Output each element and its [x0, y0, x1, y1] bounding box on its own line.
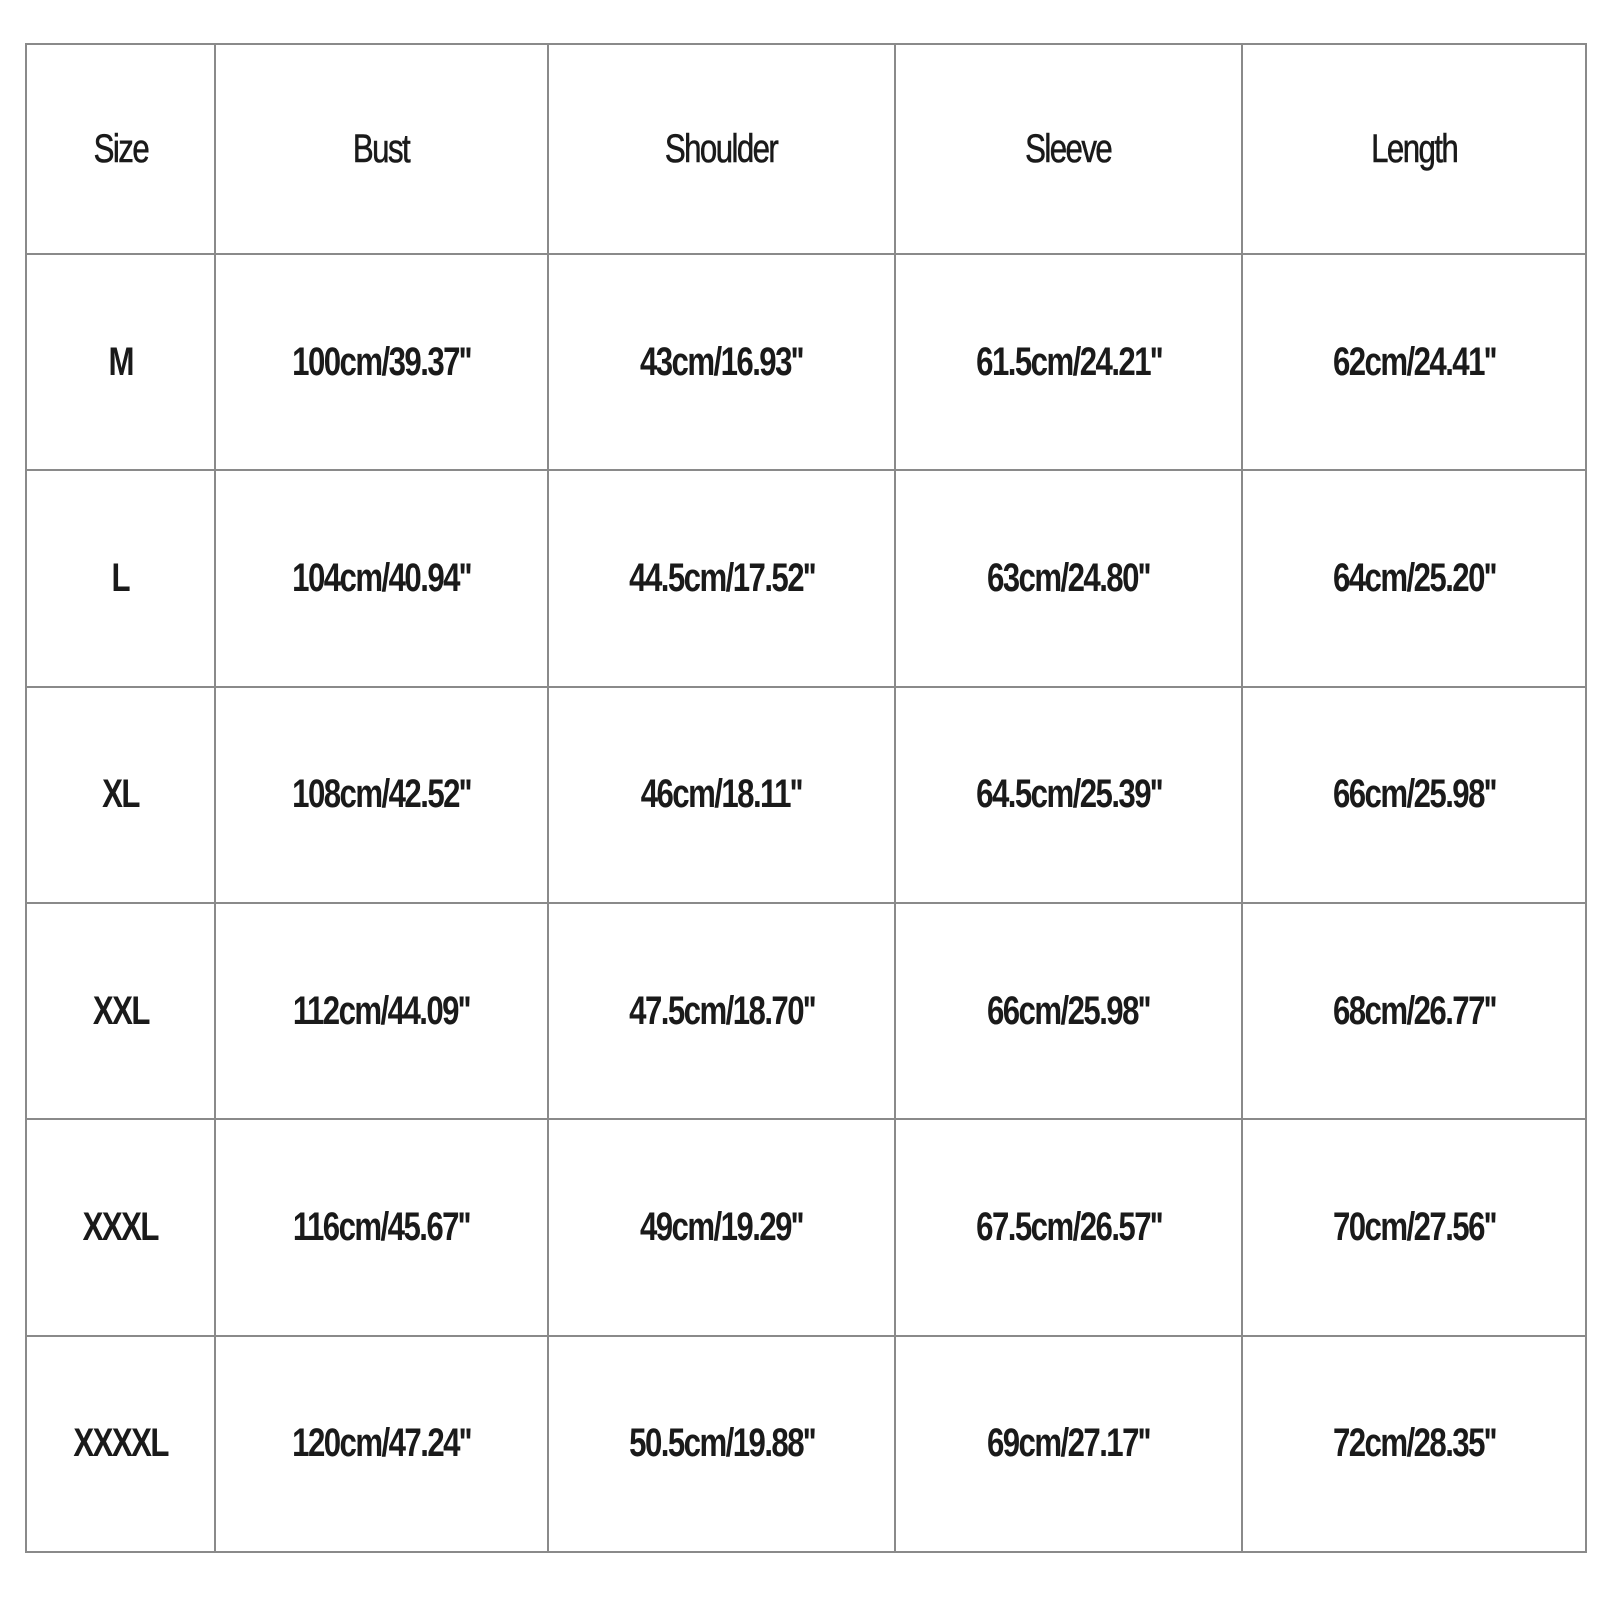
sleeve-cell: 61.5cm/24.21'' [895, 254, 1242, 470]
bust-cell: 112cm/44.09'' [215, 903, 548, 1119]
sleeve-cell: 64.5cm/25.39'' [895, 687, 1242, 903]
length-cell: 62cm/24.41'' [1242, 254, 1586, 470]
size-cell: M [26, 254, 215, 470]
table-row [26, 254, 1586, 470]
shoulder-cell: 47.5cm/18.70'' [548, 903, 895, 1119]
length-cell: 72cm/28.35'' [1242, 1336, 1586, 1552]
shoulder-cell: 50.5cm/19.88'' [548, 1336, 895, 1552]
length-cell: 64cm/25.20'' [1242, 470, 1586, 686]
bust-cell: 120cm/47.24'' [215, 1336, 548, 1552]
table-row [26, 1119, 1586, 1335]
size-cell: XXXL [26, 1119, 215, 1335]
table-row [26, 1336, 1586, 1552]
sleeve-cell: 67.5cm/26.57'' [895, 1119, 1242, 1335]
length-cell: 68cm/26.77'' [1242, 903, 1586, 1119]
header-bust: Bust [215, 44, 548, 254]
length-cell: 66cm/25.98'' [1242, 687, 1586, 903]
shoulder-cell: 44.5cm/17.52'' [548, 470, 895, 686]
header-shoulder: Shoulder [548, 44, 895, 254]
bust-cell: 108cm/42.52'' [215, 687, 548, 903]
header-row [26, 44, 1586, 254]
size-cell: XXXXL [26, 1336, 215, 1552]
sleeve-cell: 63cm/24.80'' [895, 470, 1242, 686]
header-sleeve: Sleeve [895, 44, 1242, 254]
length-cell: 70cm/27.56'' [1242, 1119, 1586, 1335]
bust-cell: 104cm/40.94'' [215, 470, 548, 686]
bust-cell: 116cm/45.67'' [215, 1119, 548, 1335]
shoulder-cell: 46cm/18.11'' [548, 687, 895, 903]
bust-cell: 100cm/39.37'' [215, 254, 548, 470]
sleeve-cell: 66cm/25.98'' [895, 903, 1242, 1119]
header-size: Size [26, 44, 215, 254]
table-row [26, 687, 1586, 903]
table-row [26, 903, 1586, 1119]
shoulder-cell: 49cm/19.29'' [548, 1119, 895, 1335]
sleeve-cell: 69cm/27.17'' [895, 1336, 1242, 1552]
shoulder-cell: 43cm/16.93'' [548, 254, 895, 470]
size-cell: XXL [26, 903, 215, 1119]
header-length: Length [1242, 44, 1586, 254]
table-row [26, 470, 1586, 686]
size-cell: L [26, 470, 215, 686]
size-cell: XL [26, 687, 215, 903]
size-table [25, 43, 1587, 1553]
